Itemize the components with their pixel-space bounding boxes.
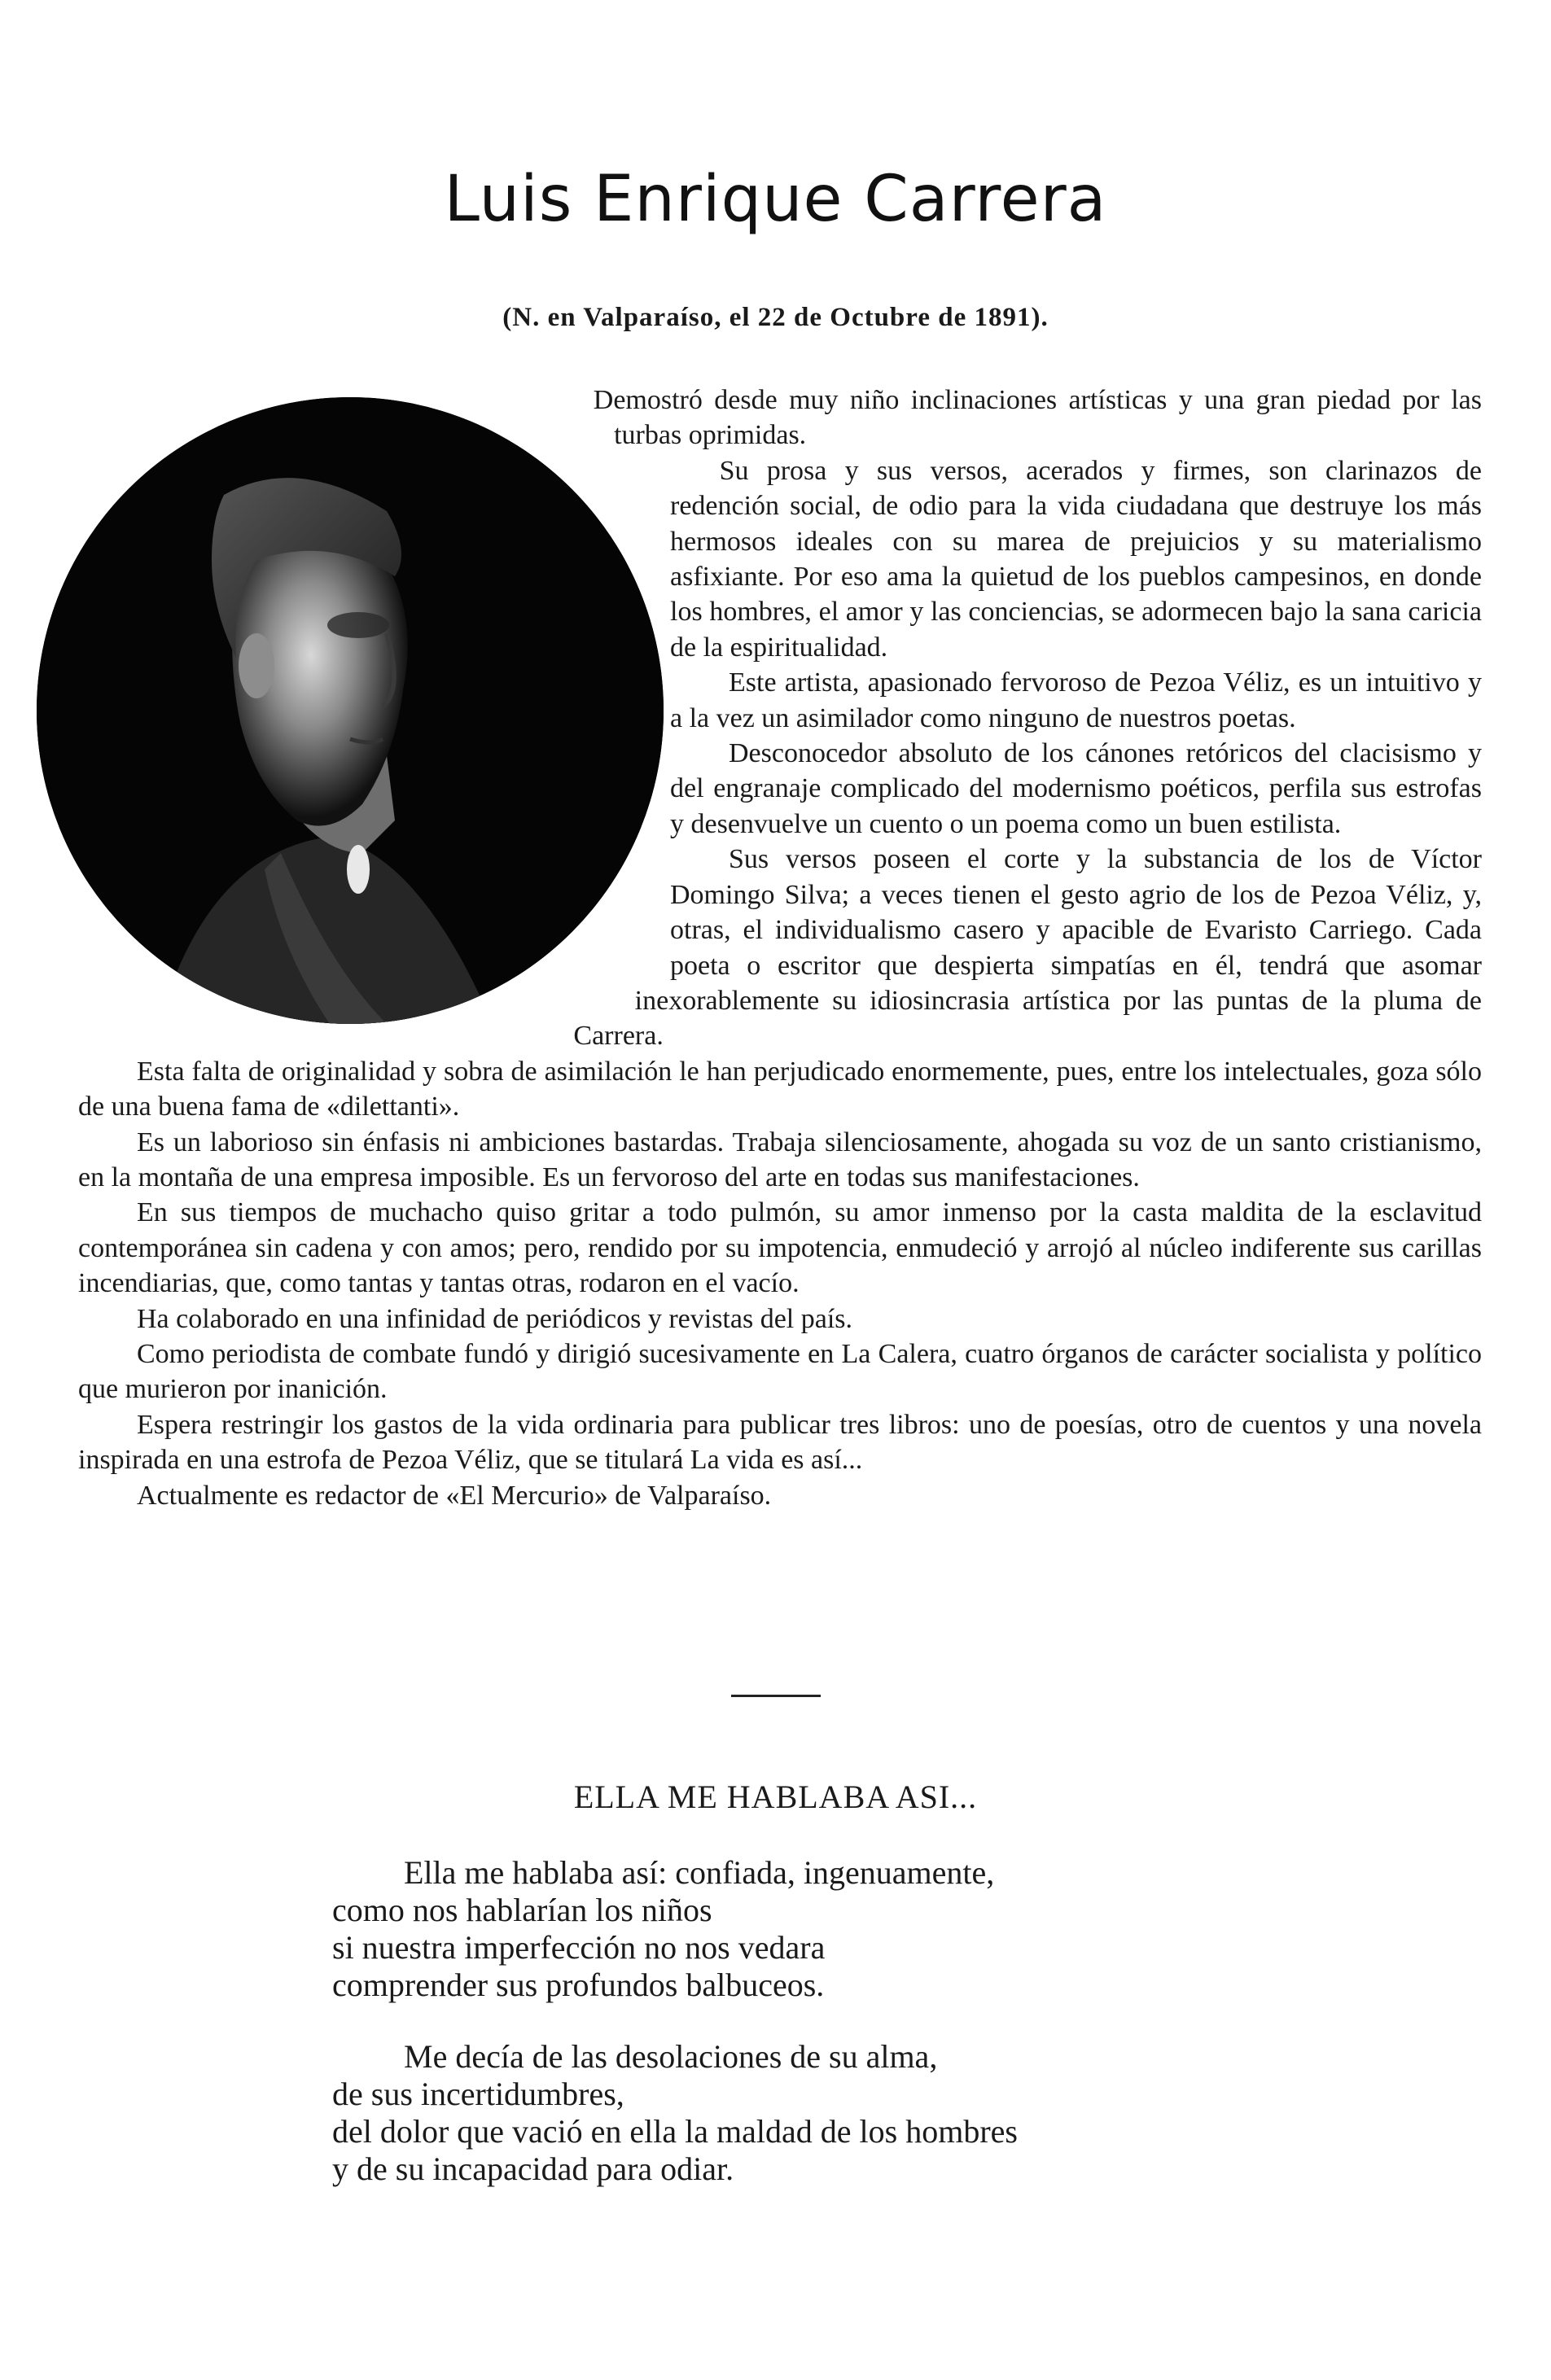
bio-paragraph: Su prosa y sus versos, acerados y firmes, son clarinazos de redención social, de odio para la vida ciudadana que destruye los más hermosos ideales con su marea de prejuicios y su materialismo asfixiante. Por eso ama la quietud de los pueblos campesinos, en donde los hombres, el amor y las conciencias, se adormecen bajo la sana caricia de la espiritualidad. xyxy=(670,455,1482,663)
bio-paragraph: Esta falta de originalidad y sobra de asimilación le han perjudicado enormemente, pues, entre los intelectuales, goza sólo de una buena fama de «dilettanti». xyxy=(78,1056,1482,1122)
verse-line: Me decía de las desolaciones de su alma, xyxy=(404,2038,938,2075)
stanza xyxy=(332,1854,1391,2004)
bio-paragraph: Este artista, apasionado fervoroso de Pezoa Véliz, es un intuitivo y a la vez un asimilador como ninguno de nuestros poetas. xyxy=(670,667,1482,733)
poem-title: ELLA ME HABLABA ASI... xyxy=(573,1778,978,1815)
stanza xyxy=(332,2038,1391,2188)
biography xyxy=(78,383,1482,1513)
bio-paragraph: Es un laborioso sin énfasis ni ambiciones bastardas. Trabaja silenciosamente, ahogada su voz de un santo cristianismo, en la montaña de una empresa imposible. Es un fervoroso del arte en todas sus manifestaciones. xyxy=(78,1127,1482,1192)
bio-paragraph: Demostró desde muy niño inclinaciones artísticas y una gran piedad por las turbas oprimidas. xyxy=(593,385,1482,451)
bio-paragraph: Como periodista de combate fundó y dirigió sucesivamente en La Calera, cuatro órganos de carácter socialista y político que murieron por inanición. xyxy=(78,1338,1482,1405)
birth-info: (N. en Valparaíso, el 22 de Octubre de 1891). xyxy=(502,303,1049,332)
verse-line: y de su incapacidad para odiar. xyxy=(332,2150,734,2187)
bio-paragraph: Actualmente es redactor de «El Mercurio» de Valparaíso. xyxy=(137,1480,772,1511)
bio-paragraph: Desconocedor absoluto de los cánones retóricos del clacisismo y del engranaje complicado del modernismo poéticos, perfila sus estrofas y desenvuelve un cuento o un poema como un buen estilista. xyxy=(670,738,1482,839)
bio-paragraph: Ha colaborado en una infinidad de periódicos y revistas del país. xyxy=(137,1303,853,1334)
verse-line: como nos hablarían los niños xyxy=(332,1892,712,1928)
portrait-space xyxy=(78,383,670,1068)
verse-line: del dolor que vació en ella la maldad de los hombres xyxy=(332,2113,1018,2150)
bio-paragraph: Espera restringir los gastos de la vida ordinaria para publicar tres libros: uno de poesías, otro de cuentos y una novela inspirada en una estrofa de Pezoa Véliz, que se titulará La vida es así... xyxy=(78,1409,1482,1476)
poem xyxy=(332,1854,1391,2222)
verse-line: de sus incertidumbres, xyxy=(332,2076,624,2112)
verse-line: Ella me hablaba así: confiada, ingenuamente, xyxy=(404,1854,995,1891)
verse-line: comprender sus profundos balbuceos. xyxy=(332,1967,825,2003)
bio-paragraph: En sus tiempos de muchacho quiso gritar a todo pulmón, su amor inmenso por la casta maldita de la esclavitud contemporánea sin cadena y con amos; pero, rendido por su impotencia, enmudeció y arrojó al núcleo indiferente sus carillas incendiarias, que, como tantas y tantas otras, rodaron en el vacío. xyxy=(78,1197,1482,1299)
verse-line: si nuestra imperfección no nos vedara xyxy=(332,1929,826,1966)
author-title: Luis Enrique Carrera xyxy=(444,163,1107,236)
bio-paragraph: Sus versos poseen el corte y la substancia de los de Víctor Domingo Silva; a veces tienen el gesto agrio de los de Pezoa Véliz, y, otras, el individualismo casero y apacible de Evaristo Carriego. Cada poeta o escritor que despierta simpatías en él, tendrá que asomar inexorablemente su idiosincrasia artística por las puntas de la pluma de Carrera. xyxy=(573,844,1482,1052)
section-divider xyxy=(731,1695,821,1697)
